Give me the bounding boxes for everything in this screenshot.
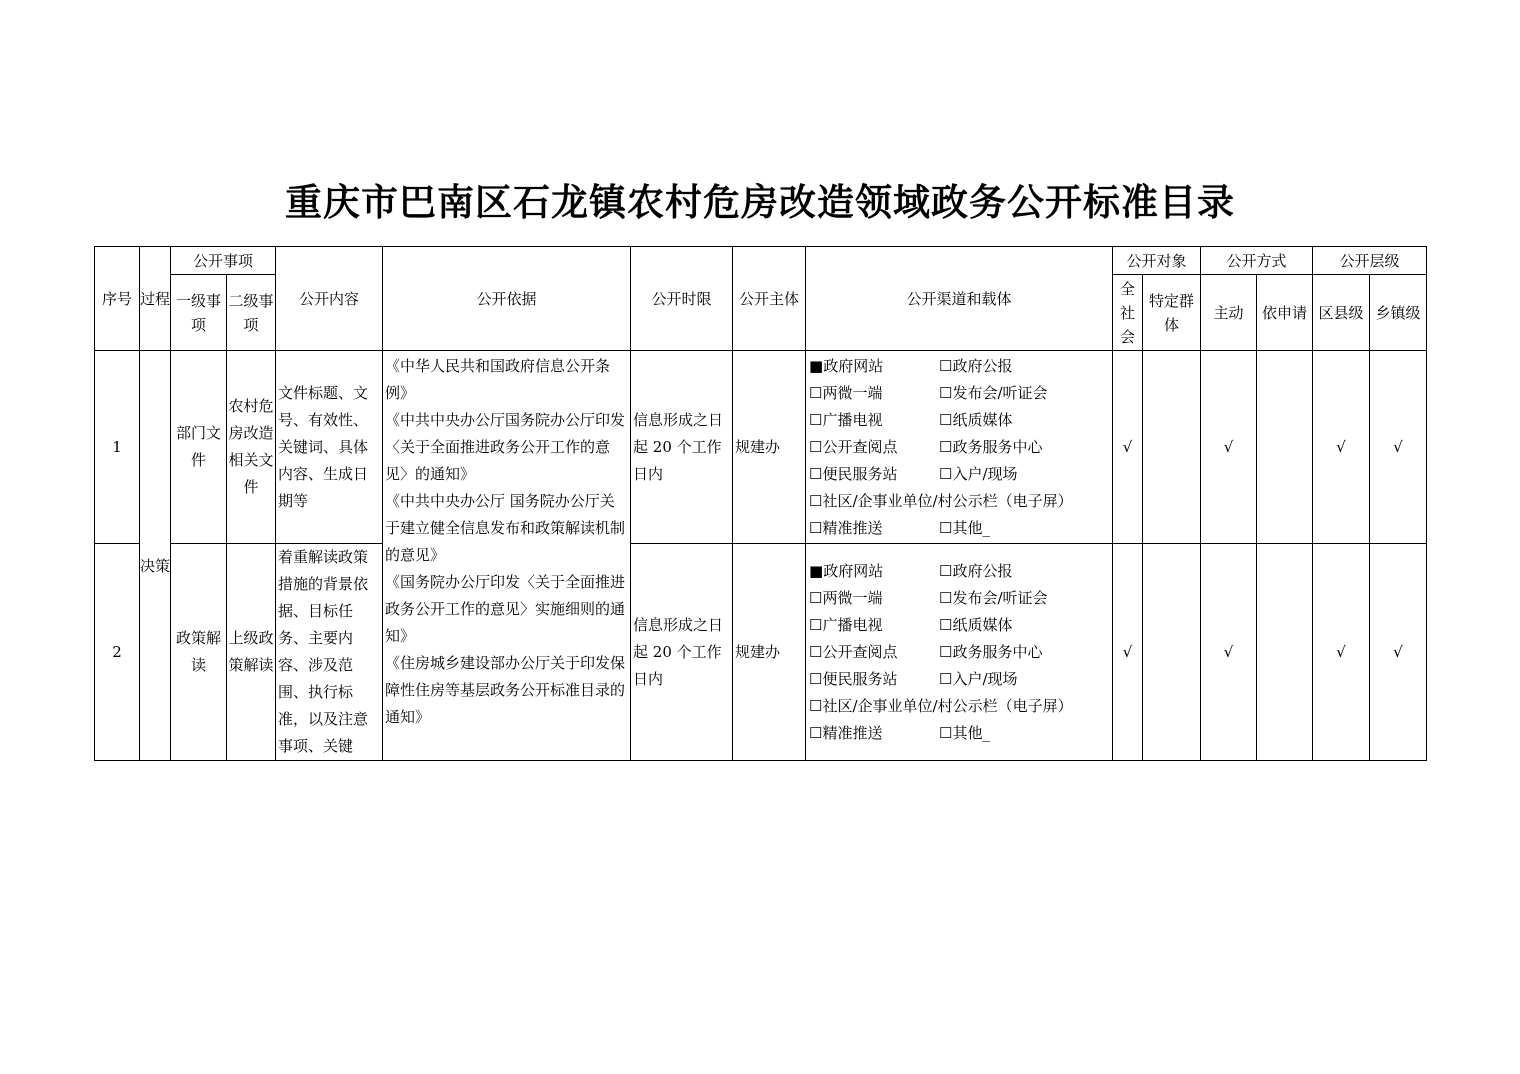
header-basis: 公开依据 xyxy=(383,247,631,351)
header-level-town: 乡镇级 xyxy=(1370,275,1427,351)
row-level1: 部门文件 xyxy=(171,351,227,544)
row-audience-all: √ xyxy=(1113,351,1143,544)
page-title: 重庆市巴南区石龙镇农村危房改造领域政务公开标准目录 xyxy=(285,181,1235,224)
header-subject: 公开主体 xyxy=(733,247,806,351)
row-content: 着重解读政策措施的背景依据、目标任务、主要内容、涉及范围、执行标准，以及注意事项、关键 xyxy=(276,544,383,761)
row-level-town: √ xyxy=(1370,351,1427,544)
channel-option: ☐纸质媒体 xyxy=(939,410,1013,429)
channel-option: ☐入户/现场 xyxy=(939,669,1018,688)
channel-option: ☐便民服务站 xyxy=(809,669,898,688)
channel-option: ☐两微一端 xyxy=(809,383,883,402)
channel-option: ■政府网站 xyxy=(809,356,884,375)
channel-option: ☐广播电视 xyxy=(809,410,883,429)
header-channels: 公开渠道和载体 xyxy=(806,247,1113,351)
row-seq: 1 xyxy=(95,351,140,544)
channel-option: ☐政务服务中心 xyxy=(939,437,1043,456)
row-audience-specific xyxy=(1143,351,1201,544)
channel-option: ☐精准推送 xyxy=(809,518,883,537)
channel-option: ☐公开查阅点 xyxy=(809,642,898,661)
table-row xyxy=(95,351,1427,544)
table-row xyxy=(95,544,1427,761)
catalog-table xyxy=(94,246,1427,761)
row-level-county: √ xyxy=(1313,544,1370,761)
row-subject: 规建办 xyxy=(733,351,806,544)
channel-option: ☐公开查阅点 xyxy=(809,437,898,456)
row-level1: 政策解读 xyxy=(171,544,227,761)
row-level2: 上级政策解读 xyxy=(227,544,276,761)
header-level-county: 区县级 xyxy=(1313,275,1370,351)
header-seq: 序号 xyxy=(95,247,140,351)
row-audience-specific xyxy=(1143,544,1201,761)
header-level2: 二级事项 xyxy=(227,275,276,351)
row-subject: 规建办 xyxy=(733,544,806,761)
channel-option: ☐政府公报 xyxy=(939,356,1013,375)
channel-option: ☐其他_ xyxy=(939,723,990,742)
row-seq: 2 xyxy=(95,544,140,761)
basis-item: 《中共中央办公厅 国务院办公厅关于建立健全信息发布和政策解读机制的意见》 xyxy=(385,492,626,564)
basis-item: 《国务院办公厅印发〈关于全面推进政务公开工作的意见〉实施细则的通知》 xyxy=(385,573,626,645)
basis-item: 《住房城乡建设部办公厅关于印发保障性住房等基层政务公开标准目录的通知》 xyxy=(385,654,626,726)
row-method-request xyxy=(1257,351,1313,544)
channel-option: ☐发布会/听证会 xyxy=(939,383,1048,402)
row-channels xyxy=(806,544,1113,761)
header-timelimit: 公开时限 xyxy=(631,247,733,351)
row-level-county: √ xyxy=(1313,351,1370,544)
channel-option: ☐政府公报 xyxy=(939,561,1013,580)
header-method: 公开方式 xyxy=(1201,247,1313,275)
header-level: 公开层级 xyxy=(1313,247,1427,275)
row-timelimit: 信息形成之日起 20 个工作日内 xyxy=(631,544,733,761)
channel-option: ■政府网站 xyxy=(809,561,884,580)
channel-option: ☐社区/企事业单位/村公示栏（电子屏） xyxy=(809,696,1073,715)
channel-option: ☐其他_ xyxy=(939,518,990,537)
basis-cell xyxy=(383,351,631,761)
row-method-request xyxy=(1257,544,1313,761)
channel-option: ☐社区/企事业单位/村公示栏（电子屏） xyxy=(809,491,1073,510)
header-process: 过程 xyxy=(140,247,171,351)
channel-option: ☐入户/现场 xyxy=(939,464,1018,483)
row-method-active: √ xyxy=(1201,351,1257,544)
header-method-active: 主动 xyxy=(1201,275,1257,351)
channel-option: ☐发布会/听证会 xyxy=(939,588,1048,607)
row-content: 文件标题、文号、有效性、关键词、具体内容、生成日期等 xyxy=(276,351,383,544)
row-level2: 农村危房改造相关文件 xyxy=(227,351,276,544)
channel-option: ☐政务服务中心 xyxy=(939,642,1043,661)
channel-option: ☐两微一端 xyxy=(809,588,883,607)
channel-option: ☐广播电视 xyxy=(809,615,883,634)
header-audience-all: 全社会 xyxy=(1113,275,1143,351)
header-audience-specific: 特定群体 xyxy=(1143,275,1201,351)
row-level-town: √ xyxy=(1370,544,1427,761)
row-channels xyxy=(806,351,1113,544)
channel-option: ☐纸质媒体 xyxy=(939,615,1013,634)
header-content: 公开内容 xyxy=(276,247,383,351)
row-audience-all: √ xyxy=(1113,544,1143,761)
process-cell: 决策 xyxy=(140,351,171,761)
channel-option: ☐便民服务站 xyxy=(809,464,898,483)
basis-item: 《中华人民共和国政府信息公开条例》 xyxy=(385,357,611,402)
basis-item: 《中共中央办公厅国务院办公厅印发〈关于全面推进政务公开工作的意见〉的通知》 xyxy=(385,411,626,483)
header-method-request: 依申请 xyxy=(1257,275,1313,351)
row-method-active: √ xyxy=(1201,544,1257,761)
header-level1: 一级事项 xyxy=(171,275,227,351)
header-items: 公开事项 xyxy=(171,247,276,275)
header-audience: 公开对象 xyxy=(1113,247,1201,275)
row-timelimit: 信息形成之日起 20 个工作日内 xyxy=(631,351,733,544)
channel-option: ☐精准推送 xyxy=(809,723,883,742)
